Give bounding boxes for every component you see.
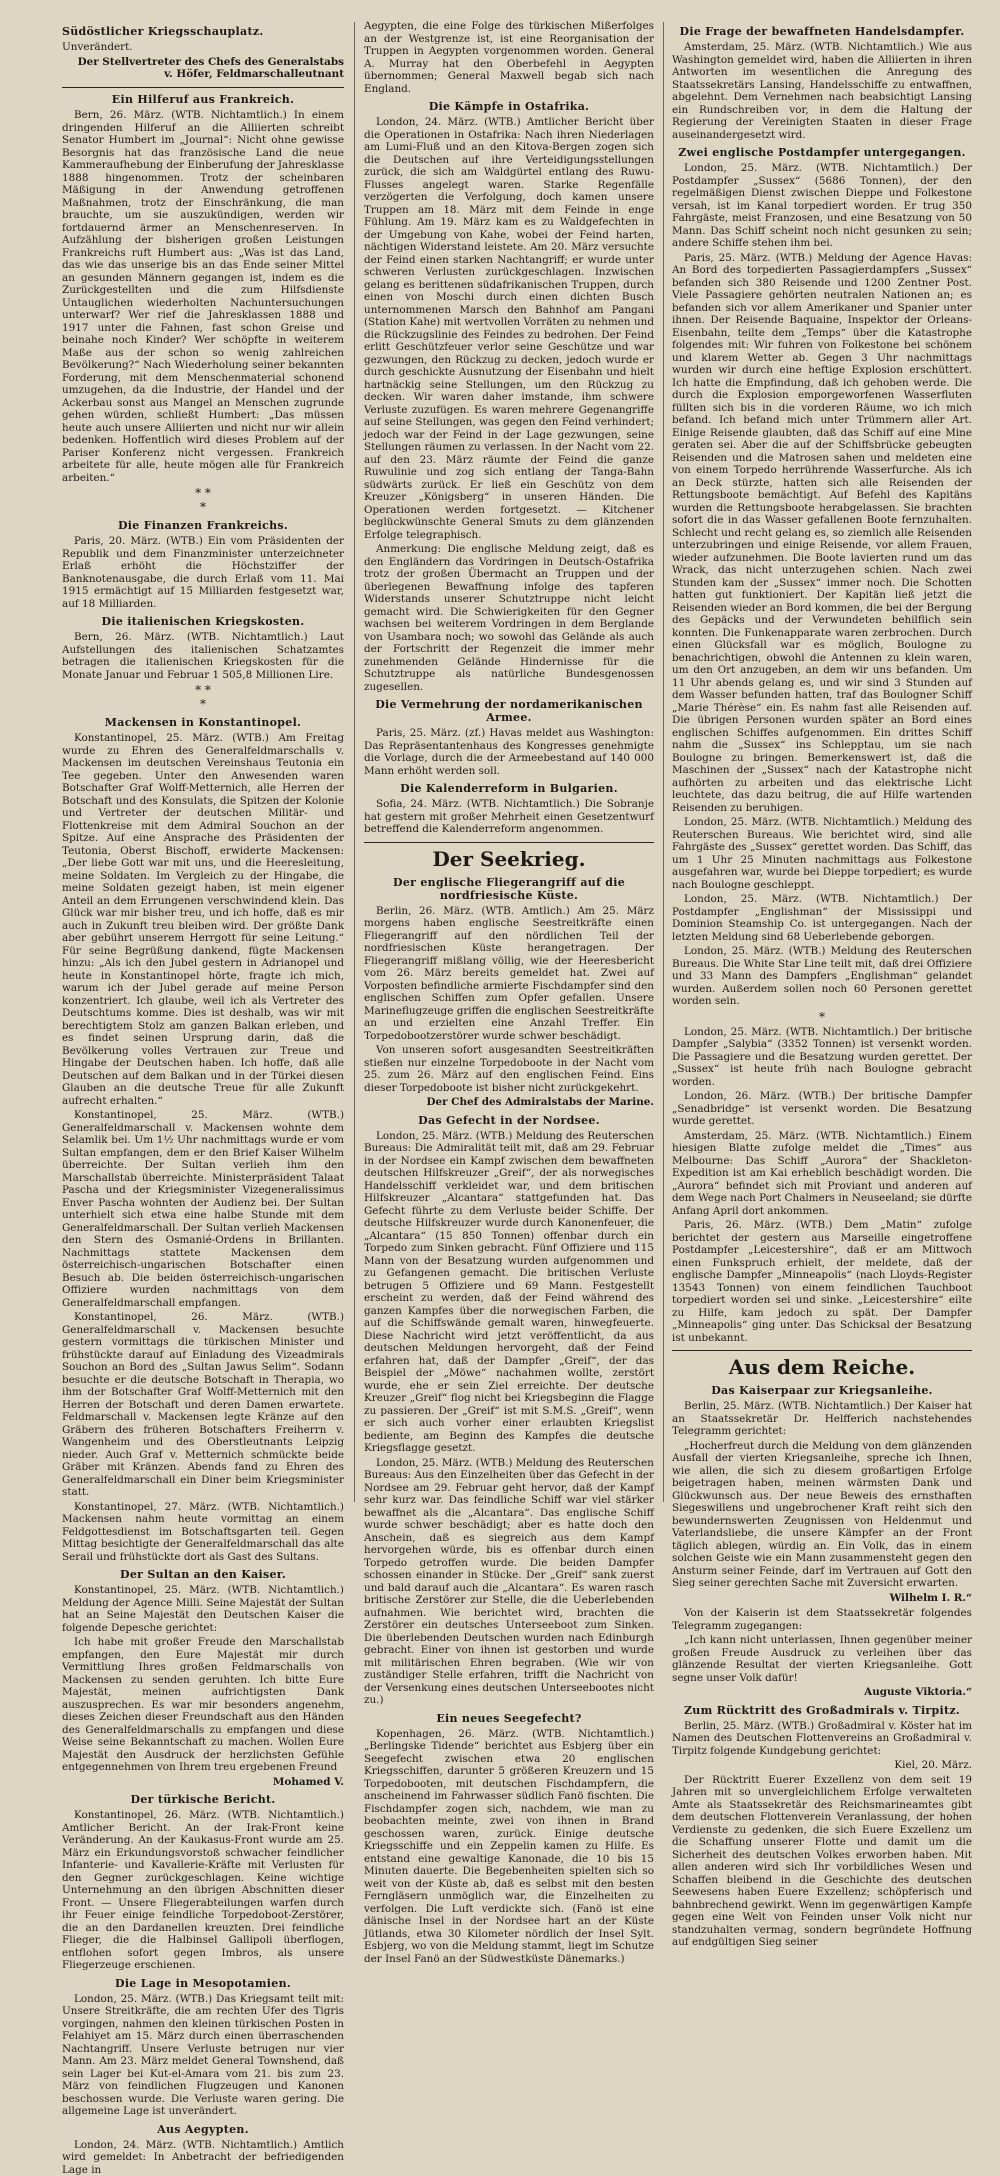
column-rule: [354, 22, 355, 1502]
signature: Wilhelm I. R.“: [672, 1592, 972, 1605]
article-text: Konstantinopel, 25. März. (WTB.) Am Freitag wurde zu Ehren des Generalfeldmarschalls v. Mackensen im deutschen Vereinshaus Teutonia ein Tee gegeben. Unter den Anwesenden waren Botschafter Graf Wolff-Metternich, alle Herren der Botschaft und des Konsulats, die Spitzen der Kolonie und Vertreter der deutschen Militär- und Flottenkreise mit dem Admiral Souchon an der Spitze. Auf eine Ansprache des Präsidenten der Teutonia, Oberst Bischoff, erwiderte Mackensen: „Der liebe Gott war mit uns, und die Heeresleitung, meine Soldaten. Im Vergleich zu der Hingabe, die meine Soldaten gezeigt haben, ist mein eigener Anteil an dem Errungenen verschwindend klein. Das Glück war mir bisher treu, und ich hoffe, daß es mir auch in Zukunft treu bleiben wird. Der größte Dank aber gebührt unserem Herrgott für seine Leitung.“ Für seine Begrüßung dankend, fügte Mackensen hinzu: „Als ich den Jubel gestern in Adrianopel und heute in Konstantinopel hörte, fragte ich mich, warum ich der Jubel gerade auf meine Person konzentriert. Ich glaube, weil ich als Vertreter des Deutschtums komme. Dies ist deshalb, was wir mit berechtigtem Stolz am ganzen Balkan erleben, und es findet seinen Ursprung darin, daß die Bevölkerung volles Vertrauen zur Treue und Hingabe der Deutschen haben. Ich hoffe, daß alle Deutschen auf dem Balkan und in der Türkei diesen Glauben an die deutsche Treue für alle Zukunft aufrecht erhalten.“: [62, 732, 344, 1107]
article-heading: Ein neues Seegefecht?: [364, 1712, 654, 1725]
signature: Mohamed V.: [62, 1776, 344, 1789]
article-text: Konstantinopel, 27. März. (WTB. Nichtamtlich.) Mackensen nahm heute vormittag an einem Feldgottesdienst im Botschaftsgarten teil. Gegen Mittag besichtigte der Generalfeldmarschall das alte Serail und frühstückte dort als Gast des Sultans.: [62, 1501, 344, 1564]
column-1: [62, 20, 344, 1512]
article-text: Von unseren sofort ausgesandten Seestreitkräften stießen nur einzelne Torpedoboote in der Nacht vom 25. zum 26. März auf den englischen Feind. Eins dieser Torpedoboote ist bisher nicht zurückgekehrt.: [364, 1044, 654, 1094]
article-heading: Die Kalenderreform in Bulgarien.: [364, 782, 654, 795]
article-heading: Aus Aegypten.: [62, 2123, 344, 2136]
article-text: London, 25. März. (WTB. Nichtamtlich.) Der Postdampfer „Sussex“ (5686 Tonnen), der den regelmäßigen Dienst zwischen Dieppe und Folkestone versah, ist im Kanal torpediert worden. Er trug 350 Fahrgäste, meist Franzosen, und eine Besatzung von 50 Mann. Das Schiff scheint noch nicht gesunken zu sein; andere Schiffe stehen ihm bei.: [672, 162, 972, 250]
article-text: London, 25. März. (WTB.) Meldung des Reuterschen Bureaus. Die White Star Line teilt mit, daß drei Offiziere und 33 Mann des Dampfers „Englishman“ gelandet wurden. Außerdem sollen noch 60 Personen gerettet worden sein.: [672, 945, 972, 1008]
signature: Der Stellvertreter des Chefs des Generalstabs v. Höfer, Feldmarschalleutnant: [62, 56, 344, 81]
section-title: Der Seekrieg.: [364, 842, 654, 871]
article-heading: Der englische Fliegerangriff auf die nordfriesische Küste.: [364, 876, 654, 902]
article-text: Amsterdam, 25. März. (WTB. Nichtamtlich.) Wie aus Washington gemeldet wird, haben die Alliierten in ihren Antworten im wesentlichen die Anregung des Staatssekretärs Lansing, Handelsschiffe zu entwaffnen, abgelehnt. Dem Vernehmen nach beabsichtigt Lansing ein Rundschreiben vor, in dem die Haltung der Regierung der Vereinigten Staaten in dieser Frage auseinandergesetzt wird.: [672, 41, 972, 141]
article-heading: Die Frage der bewaffneten Handelsdampfer.: [672, 25, 972, 38]
section-title: Aus dem Reiche.: [672, 1350, 972, 1379]
article-text: Bern, 26. März. (WTB. Nichtamtlich.) Laut Aufstellungen des italienischen Schatzamtes betragen die italienischen Kriegskosten für die Monate Januar und Februar 1 505,8 Millionen Lire.: [62, 631, 344, 681]
article-text: Konstantinopel, 26. März. (WTB.) Generalfeldmarschall v. Mackensen besuchte gestern vormittags die türkischen Minister und frühstückte darauf auf Einladung des Vizeadmirals Souchon an Bord des „Sultan Jawus Selim“. Sodann besuchte er die deutsche Botschaft in Therapia, wo ihm der Botschafter Graf Wolff-Metternich mit den Herren der Botschaft und deren Damen erwartete. Feldmarschall v. Mackensen legte Kränze auf den Gräbern des früheren Botschafters Freiherrn v. Wangenheim und des Oberstleutnants Leipzig nieder. Auch Graf v. Metternich schmückte beide Gräber mit Kränzen. Abends fand zu Ehren des Generalfeldmarschall ein Diner beim Kriegsminister statt.: [62, 1311, 344, 1499]
signature: Der Chef des Admiralstabs der Marine.: [364, 1096, 654, 1109]
article-text: London, 24. März. (WTB. Nichtamtlich.) Amtlich wird gemeldet: In Anbetracht der befriedigenden Lage in: [62, 2139, 344, 2176]
signature: Auguste Viktoria.“: [672, 1686, 972, 1699]
article-text: „Hocherfreut durch die Meldung von dem glänzenden Ausfall der vierten Kriegsanleihe, spreche ich Ihnen, wie allen, die sich zu diesem großartigen Erfolge beigetragen haben, meinen wärmsten Dank und Glückwunsch aus. Der neue Beweis des ernsthaften Siegeswillens und ungebrochener Kraft reiht sich den bewundernswerten Zeugnissen von Heldenmut und Vaterlandsliebe, die unsere Kämpfer an der Front täglich ablegen, würdig an. Ein Volk, das in einem solchen Geiste wie ein Mann zusammensteht gegen den Ansturm seiner Feinde, darf im Vertrauen auf Gott den Sieg seiner gerechten Sache mit Zuversicht erwarten.: [672, 1440, 972, 1590]
article-text: Kopenhagen, 26. März. (WTB. Nichtamtlich.) „Berlingske Tidende“ berichtet aus Esbjerg über ein Seegefecht zwischen etwa 20 englischen Kriegsschiffen, darunter 5 größeren Kreuzern und 15 Torpedobooten, mit deutschen Fischdampfern, die anscheinend im Fahrwasser südlich Fanö fischten. Die Fischdampfer zogen sich, nachdem, wie man zu beobachten meinte, zwei von ihnen in Brand geschossen waren, zurück. Einige deutsche Kriegsschiffe und ein Zeppelin kamen zu Hilfe. Es entstand eine gewaltige Kanonade, die 10 bis 15 Minuten dauerte. Die Begebenheiten spielten sich so weit von der Küste ab, daß es selbst mit den besten Ferngläsern unmöglich war, die Einzelheiten zu verfolgen. Die Luft verdickte sich. (Fanö ist eine dänische Insel in der Nordsee hart an der Küste Jütlands, etwa 30 Kilometer nördlich der Insel Sylt. Esbjerg, wo von die Meldung stammt, liegt im Schutze der Insel Fanö an der Südwestküste Dänemarks.): [364, 1728, 654, 1966]
article-text: London, 25. März. (WTB. Nichtamtlich.) Der Postdampfer „Englishman“ der Mississippi und Dominion Steamship Co. ist untergegangen. Nach der letzten Meldung sind 68 Ueberlebende geborgen.: [672, 893, 972, 943]
article-text: Konstantinopel, 25. März. (WTB.) Generalfeldmarschall v. Mackensen wohnte dem Selamlik bei. Um 1½ Uhr nachmittags wurde er vom Sultan empfangen, dem er den Brief Kaiser Wilhelm überreichte. Der Sultan verlieh ihm den Marschallstab überreichte. Ministerpräsident Talaat Pascha und der Kriegsminister Vizegeneralissimus Enver Pascha wohnten der Audienz bei. Der Sultan unterhielt sich etwa eine halbe Stunde mit dem Generalfeldmarschall. Der Sultan verlieh Mackensen den Stern des Osmanié-Ordens in Brillanten. Nachmittags stattete Mackensen dem österreichisch-ungarischen Botschafter einen Besuch ab. Die beiden österreichisch-ungarischen Offiziere wurden nachmittags von dem Generalfeldmarschall empfangen.: [62, 1109, 344, 1309]
article-text: Berlin, 25. März. (WTB. Nichtamtlich.) Der Kaiser hat an Staatssekretär Dr. Helfferich nachstehendes Telegramm gerichtet:: [672, 1400, 972, 1438]
article-text: Konstantinopel, 25. März. (WTB. Nichtamtlich.) Meldung der Agence Milli. Seine Majestät der Sultan hat an Seine Majestät den Deutschen Kaiser die folgende Depesche gerichtet:: [62, 1584, 344, 1634]
dateline: Kiel, 20. März.: [672, 1759, 972, 1772]
article-heading: Die Vermehrung der nordamerikanischen Armee.: [364, 698, 654, 724]
article-text: Bern, 26. März. (WTB. Nichtamtlich.) In einem dringenden Hilferuf an die Alliierten schreibt Senator Humbert im „Journal“: Nicht ohne gewisse Besorgnis hat das französische Land die neue Kammeraufhebung der Einberufung der Jahresklasse 1888 hingenommen. Trotz der scheinbaren Mäßigung in der Anwendung getroffenen Maßnahmen, trotz der Einschränkung, die man brauchte, um sie auszukündigen, werden wir fortdauernd ärmer an Menschenreserven. In Aufzählung der bisherigen großen Leistungen Frankreichs ruft Humbert aus: „Was ist das Land, das wie das unserige bis an das Ende seiner Mittel an gesunden Männern gegangen ist, indem es die Zurückgestellten und die zum Hilfsdienste Untauglichen wiederholten Nachuntersuchungen unterwarf? Wer rief die Jahresklassen 1888 und 1917 unter die Fahnen, fast schon Greise und beinahe noch Kinder? Wer schöpfte in weiterem Maße aus der schon so wenig zahlreichen Bevölkerung?“ Nach Wiederholung seiner bekannten Forderung, mit dem Menschenmaterial schonend umzugehen, da die Industrie, der Handel und der Ackerbau sonst aus Mangel an Menschen zugrunde gehen würden, schließt Humbert: „Das müssen heute auch unsere Alliierten und nicht nur wir allein bedenken. Hoffentlich wird dieses Problem auf der Pariser Konferenz nicht vergessen. Frankreich arbeitete für alle, heute mögen alle für Frankreich arbeiten.“: [62, 109, 344, 484]
article-text: Paris, 20. März. (WTB.) Ein vom Präsidenten der Republik und dem Finanzminister unterzeichneter Erlaß erhöht die Höchstziffer der Banknotenausgabe, die durch Erlaß vom 11. Mai 1915 ermächtigt auf 15 Milliarden festgesetzt war, auf 18 Milliarden.: [62, 535, 344, 610]
article-text: „Ich kann nicht unterlassen, Ihnen gegenüber meiner großen Freude Ausdruck zu verleihen über das glänzende Resultat der vierten Kriegsanleihe. Gott segne unser Volk dafür!: [672, 1634, 972, 1684]
article-text: London, 26. März. (WTB.) Der britische Dampfer „Senadbridge“ ist versenkt worden. Die Besatzung wurde gerettet.: [672, 1090, 972, 1128]
article-text: Amsterdam, 25. März. (WTB. Nichtamtlich.) Einem hiesigen Blatte zufolge meldet die „Times“ aus Melbourne: Das Schiff „Aurora“ der Shackleton-Expedition ist am Kai erheblich beschädigt worden. Die „Aurora“ befindet sich mit Proviant und anderen auf dem Wege nach Port Chalmers in Neuseeland; sie dürfte Anfang April dort ankommen.: [672, 1130, 972, 1218]
article-text: Sofia, 24. März. (WTB. Nichtamtlich.) Die Sobranje hat gestern mit großer Mehrheit einen Gesetzentwurf betreffend die Kalenderreform angenommen.: [364, 798, 654, 836]
article-text: Paris, 25. März. (WTB.) Meldung der Agence Havas: An Bord des torpedierten Passagierdampfers „Sussex“ befanden sich 380 Reisende und 1200 Zentner Post. Viele Passagiere gehörten neutralen Nationen an; es befanden sich vor allem Amerikaner und Spanier unter ihnen. Der Reisende Baquaine, Inspektor der Orleans-Eisenbahn, teilte dem „Temps“ über die Katastrophe folgendes mit: Wir fuhren von Folkestone bei schönem und klarem Wetter ab. Gegen 3 Uhr nachmittags wurden wir durch eine heftige Explosion erschüttert. Ich hatte die Empfindung, daß ich gehoben werde. Die durch die Explosion emporgeworfenen Wasserfluten füllten sich bis in die vorderen Räume, wo ich mich befand. Ich befand mich unter Trümmern aller Art. Einige Reisende glaubten, daß das Schiff auf eine Mine geraten sei. Aber die auf der Schiffsbrücke gebeugten Reisenden und die Matrosen sahen und meldeten eine von einem Torpedo herrührende Wasserfurche. Als ich an Deck stürzte, hatten sich alle Reisenden der Rettungsboote bemächtigt. Auf Befehl des Kapitäns wurden die Rettungsboote herabgelassen. Sie brachten sofort die in das Wasser gefallenen Boote fernzuhalten. Schlecht und recht gelang es, so ziemlich alle Reisenden unterzubringen und einige Reisende, vor allem Frauen, wieder aufzunehmen. Die Boote lavierten rund um das Wrack, das nicht unterzugehen schien. Nach zwei Stunden kam der „Sussex“ immer noch. Die Schotten hatten gut funktioniert. Der Kapitän ließ jetzt die Reisenden wieder an Bord kommen, die bei der Bergung des Gepäcks und der Verwundeten behilflich sein konnten. Die Funkenapparate waren zerbrochen. Durch einen Glücksfall war es möglich, Boulogne zu benachrichtigen, obwohl die Antennen zu klein waren, um den Ort anzugeben, an dem wir uns befanden. Um 11 Uhr abends gelang es, und wir sind 3 Stunden auf dem Wasser befunden hatten, traf das Boulogner Schiff „Marie Thérèse“ ein. Es nahm fast alle Reisenden auf. Die übrigen Personen wurden später an Bord eines englischen Schiffes aufgenommen. Ein drittes Schiff nahm die „Sussex“ ins Schlepptau, um sie nach Boulogne zu bringen. Bemerkenswert ist, daß die Maschinen der „Sussex“ nach der Katastrophe nicht aufhörten zu arbeiten und das elektrische Licht leuchtete, das dazu beitrug, die auf Hilfe wartenden Reisenden zu beruhigen.: [672, 252, 972, 815]
article-text: Aegypten, die eine Folge des türkischen Mißerfolges an der Westgrenze ist, ist eine Reorganisation der Truppen in Aegypten vorgenommen worden. General A. Murray hat den Oberbefehl in Aegypten übernommen; General Maxwell begab sich nach England.: [364, 20, 654, 95]
column-2: [364, 20, 654, 1512]
article-heading: Die italienischen Kriegskosten.: [62, 615, 344, 628]
article-text: Der Rücktritt Euerer Exzellenz von dem seit 19 Jahren mit so unvergleichlichem Erfolge verwalteten Amte als Staatssekretär des Reichsmarineamtes gibt dem deutschen Flottenverein Veranlassung, der hohen Verdienste zu gedenken, die sich Euere Exzellenz um die Schaffung unserer Flotte und damit um die Sicherheit des deutschen Volkes erworben haben. Mit allen anderen wird sich Ihr vorbildliches Wesen und Schaffen bleibend in die Geschichte des deutschen Seewesens haben Euere Exzellenz; schöpferisch und bahnbrechend gewirkt. Wenn im gegenwärtigen Kampfe gegen eine Welt von Feinden unser Volk nicht nur standzuhalten vermag, sondern begründete Hoffnung auf endgültigen Sieg seiner: [672, 1774, 972, 1949]
asterism: * * *: [62, 683, 344, 711]
asterism: * * *: [62, 486, 344, 514]
article-text: Berlin, 26. März. (WTB. Amtlich.) Am 25. März morgens haben englische Seestreitkräfte einen Fliegerangriff auf den nördlichen Teil der nordfriesischen Küste herangetragen. Der Fliegerangriff mißlang völlig, wie der Heeresbericht vom 26. März bereits gemeldet hat. Zwei auf Vorposten befindliche armierte Fischdampfer sind den englischen Schiffen zum Opfer gefallen. Unsere Marineflugzeuge griffen die englischen Seestreitkräfte an und erzielten eine Anzahl Treffer. Ein Torpedobootzerstörer wurde schwer beschädigt.: [364, 905, 654, 1043]
divider: [62, 87, 344, 89]
column-rule: [663, 22, 664, 1502]
article-text: Berlin, 25. März. (WTB.) Großadmiral v. Köster hat im Namen des Deutschen Flottenvereins an Großadmiral v. Tirpitz folgende Kundgebung gerichtet:: [672, 1720, 972, 1758]
article-text: Konstantinopel, 26. März. (WTB. Nichtamtlich.) Amtlicher Bericht. An der Irak-Front keine Veränderung. An der Kaukasus-Front wurde am 25. März ein Erkundungsvorstoß schwacher feindlicher Infanterie- und Kavallerie-Kräfte mit Verlusten für den Gegner zurückgeschlagen. Keine wichtige Unternehmung an den übrigen Abschnitten dieser Front. — Unsere Fliegerabteilungen warfen durch ihr Feuer einige feindliche Torpedoboot-Zerstörer, die an den Dardanellen kreuzten. Drei feindliche Flieger, die die Halbinsel Gallipoli überflogen, entflohen sofort gegen Imbros, als unsere Fliegerzeuge erschienen.: [62, 1809, 344, 1972]
article-text: London, 25. März. (WTB.) Meldung des Reuterschen Bureaus: Die Admiralität teilt mit, daß am 29. Februar in der Nordsee ein Kampf zwischen dem bewaffneten deutschen Hilfskreuzer „Greif“, der als norwegisches Handelsschiff verkleidet war, und dem britischen Hilfskreuzer „Alcantara“ stattgefunden hat. Das Gefecht führte zu dem Verluste beider Schiffe. Der deutsche Hilfskreuzer wurde durch Kanonenfeuer, die „Alcantara“ (15 850 Tonnen) offenbar durch ein Torpedo zum Sinken gebracht. Fünf Offiziere und 115 Mann von der Besatzung wurden aufgenommen und zu Gefangenen gemacht. Die britischen Verluste betrugen 5 Offiziere und 69 Mann. Festgestellt erscheint zu werden, daß der Feind während des ganzen Kampfes über die norwegischen Farben, die auf die Schiffswände gemalt waren, hinwegfeuerte. Diese Nachricht wird jetzt veröffentlicht, da aus deutschen Meldungen hervorgeht, daß der Feind erfahren hat, daß der Dampfer „Greif“, der das Beispiel der „Möwe“ nachahmen wollte, zerstört wurde, ehe er sein Ziel erreichte. Der deutsche Kreuzer „Greif“ flog nicht bei Kriegsbeginn die Flagge zu passieren. Der „Greif“ ist mit S.M.S. „Greif“, wenn er sich auch vorher einer erlaubten Kriegslist bediente, am Beginn des Kampfes die deutsche Kriegsflagge gesetzt.: [364, 1130, 654, 1455]
article-heading: Das Gefecht in der Nordsee.: [364, 1114, 654, 1127]
article-heading: Die Lage in Mesopotamien.: [62, 1977, 344, 1990]
article-heading: Zwei englische Postdampfer untergegangen.: [672, 146, 972, 159]
article-text: London, 25. März. (WTB.) Das Kriegsamt teilt mit: Unsere Streitkräfte, die am rechten Ufer des Tigris vorgingen, nahmen den kleinen türkischen Posten in Felahiyet am 15. März durch einen überraschenden Nachtangriff. Unsere Verluste betrugen nur vier Mann. Am 23. März meldet General Townshend, daß sein Lager bei Kut-el-Amara vom 21. bis zum 23. März von feindlichen Flugzeugen und Kanonen beschossen wurde. Die Verluste waren gering. Die allgemeine Lage ist unverändert.: [62, 1993, 344, 2118]
section-heading: Südöstlicher Kriegsschauplatz.: [62, 25, 344, 38]
article-text: Paris, 26. März. (WTB.) Dem „Matin“ zufolge berichtet der gestern aus Marseille eingetroffene Postdampfer „Leicestershire“, daß er am Mittwoch einen Funkspruch erhielt, der meldete, daß der englische Dampfer „Minneapolis“ (nach Lloyds-Register 13543 Tonnen) von einem feindlichen Tauchboot torpediert worden sei und sinke. „Leicestershire“ eilte zu Hilfe, kam jedoch zu spät. Der Dampfer „Minneapolis“ ging unter. Das Schicksal der Besatzung ist unbekannt.: [672, 1219, 972, 1344]
article-text: Ich habe mit großer Freude den Marschallstab empfangen, den Eure Majestät mir durch Vermittlung Ihres großen Feldmarschalls von Mackensen zu senden geruhten. Ich bitte Eure Majestät, meinen aufrichtigsten Dank auszusprechen. Es war mir besonders angenehm, dieses Zeichen dieser Freundschaft aus den Händen des Generalfeldmarschalls zu empfangen und diese Weise seine Bekanntschaft zu machen. Wollen Eure Majestät den Ausdruck der herzlichsten Gefühle entgegennehmen von Ihrem treu ergebenen Freund: [62, 1636, 344, 1774]
article-heading: Ein Hilferuf aus Frankreich.: [62, 93, 344, 106]
article-text: Unverändert.: [62, 41, 344, 54]
article-text: Paris, 25. März. (zf.) Havas meldet aus Washington: Das Repräsentantenhaus des Kongresses genehmigte die Vorlage, durch die der Armeebestand auf 140 000 Mann erhöht werden soll.: [364, 727, 654, 777]
article-heading: Der Sultan an den Kaiser.: [62, 1568, 344, 1581]
asterism: *: [672, 1010, 972, 1024]
article-heading: Mackensen in Konstantinopel.: [62, 716, 344, 729]
article-text: London, 25. März. (WTB. Nichtamtlich.) Meldung des Reuterschen Bureaus. Wie berichtet wird, sind alle Fahrgäste des „Sussex“ gerettet worden. Das Schiff, das um 1 Uhr 25 Minuten nachmittags aus Folkestone ausgefahren war, wurde bei Dieppe torpediert; es wurde nach Boulogne geschleppt.: [672, 816, 972, 891]
article-heading: Der türkische Bericht.: [62, 1793, 344, 1806]
article-heading: Das Kaiserpaar zur Kriegsanleihe.: [672, 1384, 972, 1397]
article-heading: Die Finanzen Frankreichs.: [62, 519, 344, 532]
article-text: Von der Kaiserin ist dem Staatssekretär folgendes Telegramm zugegangen:: [672, 1607, 972, 1632]
article-heading: Die Kämpfe in Ostafrika.: [364, 100, 654, 113]
column-3: [672, 20, 972, 1512]
article-text: London, 24. März. (WTB.) Amtlicher Bericht über die Operationen in Ostafrika: Nach ihren Niederlagen am Lumi-Fluß und an den Kitova-Bergen zogen sich die Deutschen auf ihre Verteidigungsstellungen zurück, die sich am Waldgürtel entlang des Ruwu-Flusses angelegt waren. Starke Regenfälle verzögerten die Verfolgung, doch kamen unsere Truppen am 18. März mit dem Feinde in enge Fühlung. Am 19. März kam es zu Waldgefechten in der Umgebung von Kahe, wobei der Feind harten, nächtigen Widerstand leistete. Am 20. März versuchte der Feind einen starken Nachtangriff; er wurde unter schweren Verlusten zurückgeschlagen. Inzwischen gelang es berittenen südafrikanischen Truppen, durch einen von Moschi durch einen dichten Busch unternommenen Marsch den Bahnhof am Pangani (Station Kahe) mit wertvollen Vorräten zu nehmen und die Rückzugslinie des Feindes zu bedrohen. Der Feind erlitt Geschützfeuer verlor seine Geschütze und war gezwungen, den Rückzug zu decken, jedoch wurde er durch geschickte Ausnutzung der Eisenbahn und hielt hartnäckig seine Stellungen, um den Rückzug zu decken. Wir waren daher imstande, ihm schwere Verluste zuzufügen. Es waren mehrere Gegenangriffe auf seine Stellungen, was gegen den Feind verhindert; jedoch war der Feind in der Lage gezwungen, seine Stellungen räumen zu verlassen. In der Nacht vom 22. auf den 23. März räumte der Feind die ganze Ruwulinie und zog sich entlang der Tanga-Bahn südwärts zurück. Er ließ ein Geschütz von dem Kreuzer „Königsberg“ in unseren Händen. Die Operationen werden fortgesetzt. — Kitchener beglückwünschte General Smuts zu dem glänzenden Erfolge telegraphisch.: [364, 116, 654, 541]
article-heading: Zum Rücktritt des Großadmirals v. Tirpitz.: [672, 1704, 972, 1717]
article-text: London, 25. März. (WTB.) Meldung des Reuterschen Bureaus: Aus den Einzelheiten über das Gefecht in der Nordsee am 29. Februar geht hervor, daß der Kampf sehr kurz war. Das feindliche Schiff war viel stärker bewaffnet als die „Alcantara“. Das englische Schiff wurde schwer beschädigt; aber es hatte doch den Anschein, daß es siegreich aus dem Kampf hervorgehen würde, bis es offenbar durch einen Torpedo getroffen wurde. Die beiden Dampfer schossen einander in Stücke. Der „Greif“ sank zuerst und bald darauf auch die „Alcantara“. Es waren rasch britische Zerstörer zur Stelle, die die Ueberlebenden aufnahmen. Wie berichtet wird, brachten die Zerstörer ein deutsches Unterseeboot zum Sinken. Die überlebenden Deutschen wurden nach Edinburgh gebracht. Einer von ihnen ist gestorben und wurde mit militärischen Ehren begraben. (Wie wir von zuständiger Stelle erfahren, trifft die Nachricht von der Versenkung eines deutschen Unterseebootes nicht zu.): [364, 1457, 654, 1707]
article-text: Anmerkung: Die englische Meldung zeigt, daß es den Engländern das Vordringen in Deutsch-Ostafrika trotz der großen Übermacht an Truppen und der überlegenen Bewaffnung infolge des tapferen Widerstands unserer Schutztruppe nicht leicht gemacht wird. Die Schwierigkeiten für den Gegner wachsen bei weiterem Vordringen in dem Berglande von Usambara noch; wo sowohl das Gelände als auch der Fortschritt der Regenzeit die immer mehr zunehmenden Gelände Hindernisse für die Schutztruppe als natürliche Bundesgenossen zugesellen.: [364, 543, 654, 693]
article-text: London, 25. März. (WTB. Nichtamtlich.) Der britische Dampfer „Salybia“ (3352 Tonnen) ist versenkt worden. Die Passagiere und die Besatzung wurden gerettet. Der „Sussex“ ist heute früh nach Boulogne gebracht worden.: [672, 1026, 972, 1089]
